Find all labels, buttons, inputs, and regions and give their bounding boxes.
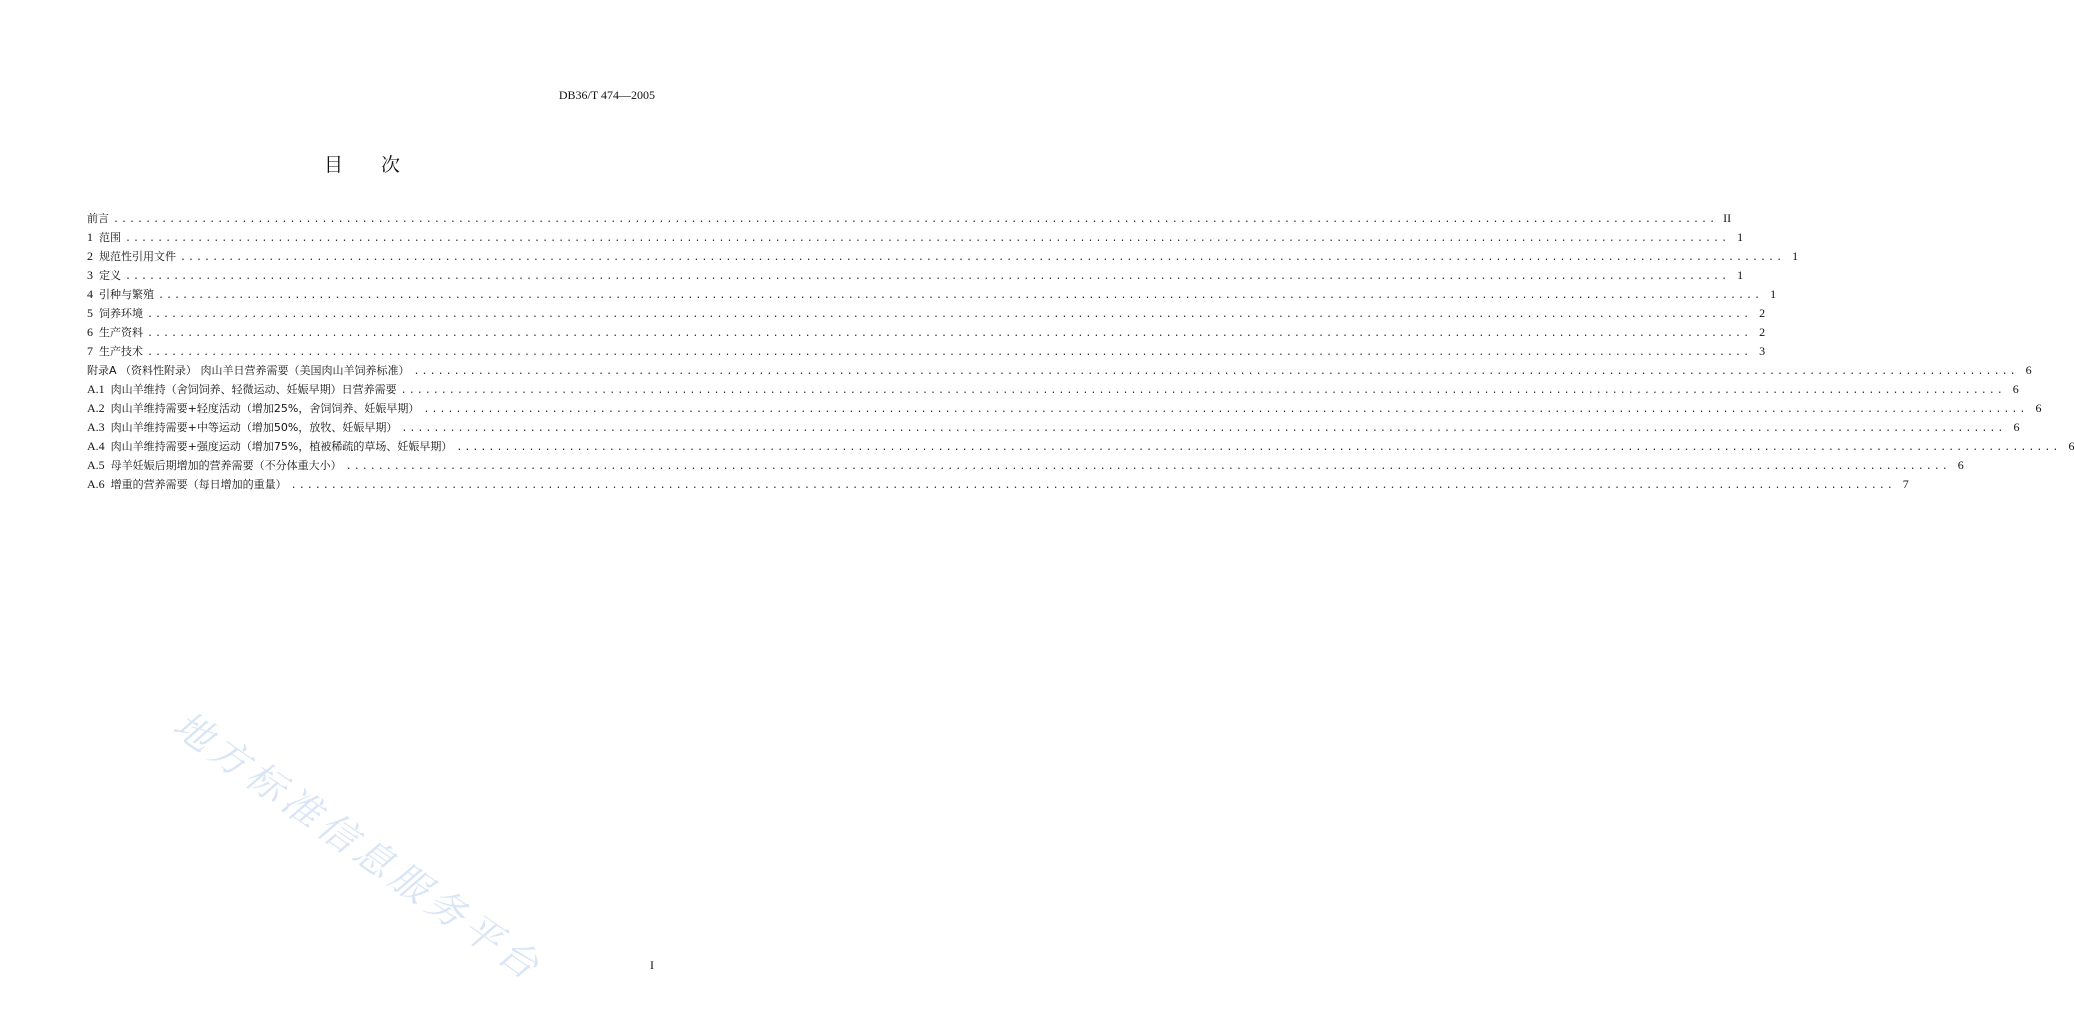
toc-entry-page: 6 <box>2035 401 2042 415</box>
toc-entry-label <box>87 361 410 380</box>
toc-entry-label <box>87 228 121 247</box>
toc-entry-number: 6 <box>87 325 93 339</box>
toc-entry-number: A.5 <box>87 458 105 472</box>
toc-leader-dots: ........................................................................................................................................................................................................ <box>345 461 1950 472</box>
toc-leader-dots: ........................................................................................................................................................................................................ <box>180 252 1785 263</box>
toc-entry-label <box>87 323 143 342</box>
toc-entry-page: 1 <box>1737 230 1744 244</box>
toc-entry-title: 肉山羊维持需要+中等运动（增加50%，放牧、妊娠早期） <box>110 421 398 434</box>
toc-entry[interactable] <box>87 399 2042 418</box>
toc-entry-number: 7 <box>87 344 93 358</box>
toc-leader-dots: ........................................................................................................................................................................................................ <box>413 366 2018 377</box>
toc-entry-title: 定义 <box>99 269 121 282</box>
toc-entry-title: 母羊妊娠后期增加的营养需要（不分体重大小） <box>110 459 342 472</box>
toc-entry-number: 1 <box>87 230 93 244</box>
toc-entry-label <box>87 285 154 304</box>
toc-leader-dots: ........................................................................................................................................................................................................ <box>147 309 1752 320</box>
toc-entry-title: 范围 <box>99 231 121 244</box>
toc-entry[interactable] <box>87 228 1744 247</box>
toc-entry-number: A.6 <box>87 477 105 491</box>
document-code: DB36/T 474—2005 <box>558 88 655 102</box>
toc-entry-page: 6 <box>2013 420 2020 434</box>
toc-leader-dots: ........................................................................................................................................................................................................ <box>147 328 1752 339</box>
toc-entry-page: 6 <box>2012 382 2019 396</box>
toc-entry-label <box>87 380 397 399</box>
toc-entry[interactable] <box>87 361 2032 380</box>
toc-entry-title: 增重的营养需要（每日增加的重量） <box>110 478 287 491</box>
toc-leader-dots: ........................................................................................................................................................................................................ <box>401 423 2006 434</box>
toc-entry-page: 6 <box>2025 363 2032 377</box>
toc-leader-dots: ........................................................................................................................................................................................................ <box>400 385 2005 396</box>
toc-entry[interactable] <box>87 266 1744 285</box>
toc-entry-number: A.3 <box>87 420 105 434</box>
toc-entry-label <box>87 399 419 418</box>
toc-leader-dots: ........................................................................................................................................................................................................ <box>125 233 1730 244</box>
toc-entry-page: 1 <box>1737 268 1744 282</box>
title-char-1: 目 <box>323 154 343 176</box>
toc-leader-dots: ........................................................................................................................................................................................................ <box>423 404 2028 415</box>
page-number: I <box>650 958 654 972</box>
toc-entry-page: 7 <box>1902 477 1909 491</box>
toc-entry-title: 饲养环境 <box>99 307 143 320</box>
title-char-2: 次 <box>381 154 401 176</box>
page-title <box>0 150 724 177</box>
toc-entry-title: 引种与繁殖 <box>99 288 154 301</box>
toc-entry-title: 肉山羊维持需要+强度运动（增加75%，植被稀疏的草场、妊娠早期） <box>110 440 453 453</box>
toc-entry-title: 肉山羊维持（舍饲饲养、轻微运动、妊娠早期）日营养需要 <box>110 383 397 396</box>
toc-entry[interactable] <box>87 380 2019 399</box>
toc-leader-dots: ........................................................................................................................................................................................................ <box>158 290 1763 301</box>
toc-entry[interactable] <box>87 304 1766 323</box>
toc-entry[interactable] <box>87 418 2020 437</box>
toc-entry-label <box>87 304 143 323</box>
table-of-contents <box>87 209 2074 494</box>
toc-leader-dots: ........................................................................................................................................................................................................ <box>290 480 1895 491</box>
toc-entry-page: 3 <box>1759 344 1766 358</box>
toc-entry-number: 5 <box>87 306 93 320</box>
toc-entry[interactable] <box>87 247 1799 266</box>
toc-entry-title: 前言 <box>87 212 109 225</box>
toc-entry-label <box>87 418 397 437</box>
toc-entry-number: 3 <box>87 268 93 282</box>
toc-entry-label <box>87 437 452 456</box>
toc-entry-number: A.4 <box>87 439 105 453</box>
toc-entry-title: 规范性引用文件 <box>99 250 176 263</box>
toc-leader-dots: ........................................................................................................................................................................................................ <box>113 214 1718 225</box>
toc-entry-page: 2 <box>1759 325 1766 339</box>
toc-entry[interactable] <box>87 475 1909 494</box>
toc-entry-title: 附录A （资料性附录） 肉山羊日营养需要（美国肉山羊饲养标准） <box>87 364 410 377</box>
toc-leader-dots: ........................................................................................................................................................................................................ <box>456 442 2061 453</box>
toc-entry-page: 6 <box>1957 458 1964 472</box>
watermark: 地方标准信息服务平台 <box>165 702 552 991</box>
toc-entry[interactable] <box>87 456 1964 475</box>
toc-entry[interactable] <box>87 323 1766 342</box>
toc-leader-dots: ........................................................................................................................................................................................................ <box>147 347 1752 358</box>
toc-entry-page: II <box>1723 211 1732 225</box>
toc-entry[interactable] <box>87 285 1777 304</box>
toc-entry-page: 1 <box>1770 287 1777 301</box>
toc-entry-page: 2 <box>1759 306 1766 320</box>
toc-entry-title: 生产资料 <box>99 326 143 339</box>
toc-entry[interactable] <box>87 437 2074 456</box>
toc-entry-title: 肉山羊维持需要+轻度活动（增加25%，舍饲饲养、妊娠早期） <box>110 402 420 415</box>
toc-entry-label <box>87 266 121 285</box>
toc-entry-number: A.2 <box>87 401 105 415</box>
toc-entry-title: 生产技术 <box>99 345 143 358</box>
toc-entry-label <box>87 456 342 475</box>
toc-leader-dots: ........................................................................................................................................................................................................ <box>125 271 1730 282</box>
toc-entry-page: 1 <box>1792 249 1799 263</box>
toc-entry-number: 2 <box>87 249 93 263</box>
toc-entry[interactable] <box>87 342 1766 361</box>
toc-entry[interactable] <box>87 209 1732 228</box>
toc-entry-label <box>87 342 143 361</box>
toc-entry-page: 6 <box>2068 439 2074 453</box>
toc-entry-label <box>87 247 176 266</box>
toc-entry-number: 4 <box>87 287 93 301</box>
toc-entry-label <box>87 475 287 494</box>
toc-entry-label <box>87 209 109 228</box>
toc-entry-number: A.1 <box>87 382 105 396</box>
